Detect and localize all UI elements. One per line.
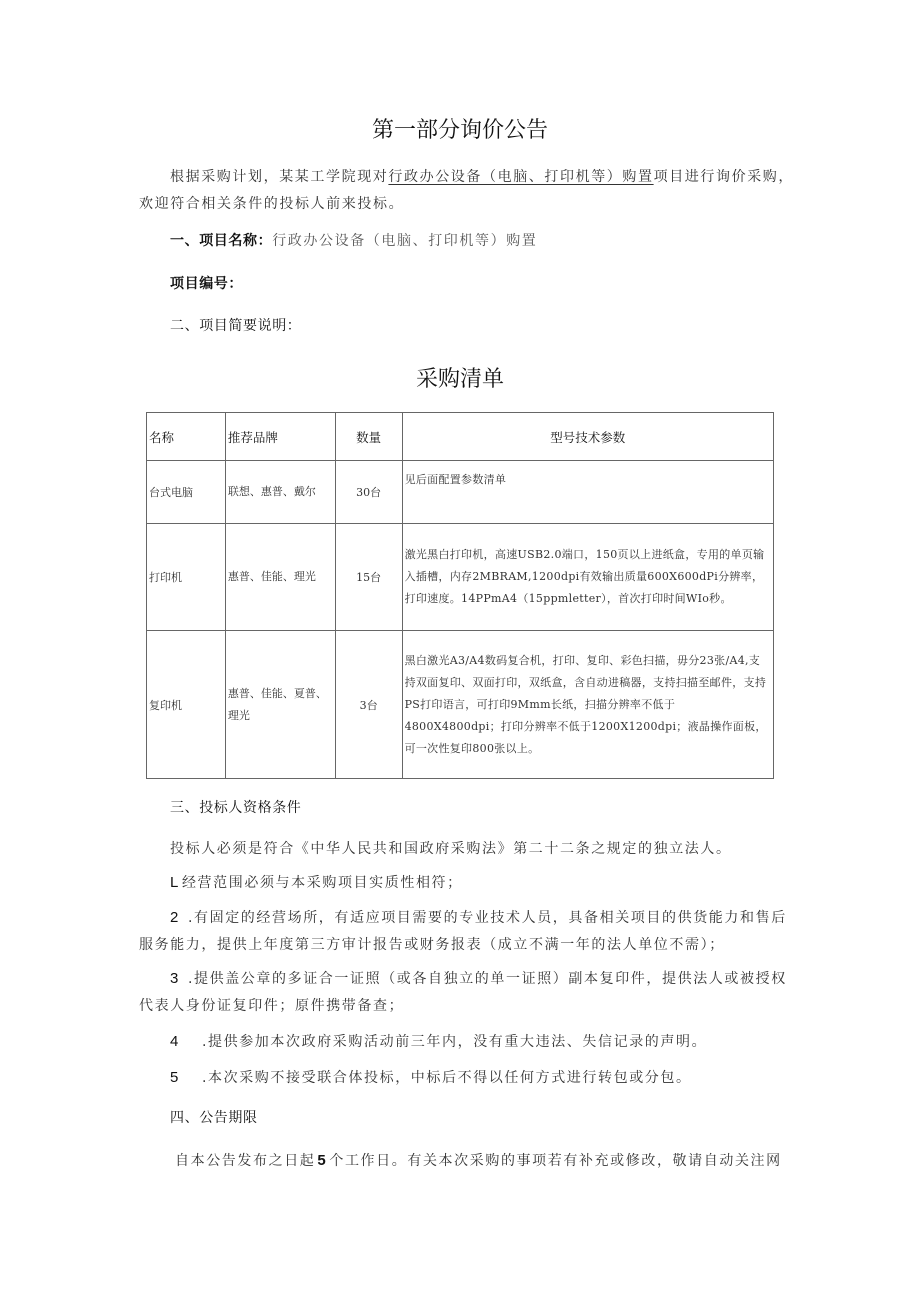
- qualification-item-5: [170, 1067, 692, 1087]
- project-name-value: 行政办公设备（电脑、打印机等）购置: [272, 233, 538, 249]
- section-4-heading: 四、公告期限: [170, 1110, 258, 1126]
- item-number: 5: [170, 1069, 180, 1086]
- project-name-line: [170, 230, 537, 250]
- table-row: [147, 461, 774, 524]
- item-text: 经营范围必须与本采购项目实质性相符；: [181, 875, 463, 891]
- header-quantity: 数量: [335, 413, 402, 461]
- intro-prefix: 根据采购计划，某某工学院现对: [170, 169, 389, 185]
- project-number-label: 项目编号：: [170, 276, 243, 292]
- qualification-item-4: [170, 1031, 707, 1051]
- intro-suffix: 项目进行询价采购，: [653, 169, 795, 185]
- item-number: 2: [170, 909, 180, 926]
- cell-brand: 惠普、佳能、理光: [225, 524, 335, 631]
- section-2-heading: 二、项目简要说明：: [170, 318, 302, 334]
- cell-name: 台式电脑: [147, 461, 226, 524]
- project-number-line: [170, 273, 243, 293]
- qualification-intro: 投标人必须是符合《中华人民共和国政府采购法》第二十二条之规定的独立法人。: [170, 841, 732, 857]
- project-name-label: 一、项目名称：: [170, 233, 273, 249]
- item-number: 3: [170, 970, 180, 987]
- qualification-item-3-cont: 代表人身份证复印件；原件携带备查；: [139, 998, 405, 1014]
- table-row: [147, 631, 774, 779]
- purchase-list-table: [146, 412, 774, 779]
- header-spec: 型号技术参数: [402, 413, 773, 461]
- table-row: [147, 524, 774, 631]
- intro-line-1: [170, 166, 794, 186]
- section-3-heading: 三、投标人资格条件: [170, 800, 302, 816]
- announcement-period-text: [175, 1150, 782, 1170]
- qualification-item-2-cont: 服务能力，提供上年度第三方审计报告或财务报表（成立不满一年的法人单位不需）；: [139, 937, 725, 953]
- cell-spec: 激光黑白打印机，高速USB2.0端口，150页以上进纸盒，专用的单页输入插槽，内存2MBRAM,1200dpi有效输出质量600X600dPi分辨率，打印速度。14PPmA4（15ppmletter），首次打印时间WIo秒。: [402, 524, 773, 631]
- item-text: .提供参加本次政府采购活动前三年内，没有重大违法、失信记录的声明。: [201, 1034, 708, 1050]
- cell-quantity: 30台: [335, 461, 402, 524]
- item-text: .有固定的经营场所，有适应项目需要的专业技术人员，具备相关项目的供货能力和售后: [187, 910, 787, 926]
- cell-brand: 联想、惠普、戴尔: [225, 461, 335, 524]
- intro-line-2: 欢迎符合相关条件的投标人前来投标。: [139, 196, 405, 212]
- period-prefix: 自本公告发布之日起: [175, 1153, 316, 1169]
- cell-quantity: 3台: [335, 631, 402, 779]
- item-number: L: [170, 874, 180, 891]
- qualification-item-1: [170, 872, 463, 892]
- document-title: 第一部分询价公告: [371, 118, 548, 143]
- period-days: 5: [317, 1152, 328, 1169]
- period-suffix: 个工作日。有关本次采购的事项若有补充或修改，敬请自动关注网: [329, 1153, 782, 1169]
- header-brand: 推荐品牌: [225, 413, 335, 461]
- cell-spec: 见后面配置参数清单: [402, 461, 773, 524]
- cell-quantity: 15台: [335, 524, 402, 631]
- table-header-row: [147, 413, 774, 461]
- cell-spec: 黑白激光A3/A4数码复合机，打印、复印、彩色扫描，毋分23张/A4,支持双面复印、双面打印，双纸盒，含自动进稿器，支持扫描至邮件，支持PS打印语言，可打印9Mmm长纸，扫描分辨率不低于4800X4800dpi；打印分辨率不低于1200X1200dpi；液晶操作面板，可一次性复印800张以上。: [402, 631, 773, 779]
- qualification-item-3: [170, 968, 787, 988]
- intro-project-name: 行政办公设备（电脑、打印机等）购置: [388, 169, 654, 185]
- cell-name: 复印机: [147, 631, 226, 779]
- cell-name: 打印机: [147, 524, 226, 631]
- item-number: 4: [170, 1033, 180, 1050]
- qualification-item-2: [170, 907, 787, 927]
- item-text: .本次采购不接受联合体投标，中标后不得以任何方式进行转包或分包。: [201, 1070, 692, 1086]
- header-name: 名称: [147, 413, 226, 461]
- purchase-list-title: 采购清单: [415, 367, 504, 392]
- item-text: .提供盖公章的多证合一证照（或各自独立的单一证照）副本复印件，提供法人或被授权: [187, 971, 787, 987]
- cell-brand: 惠普、佳能、夏普、理光: [225, 631, 335, 779]
